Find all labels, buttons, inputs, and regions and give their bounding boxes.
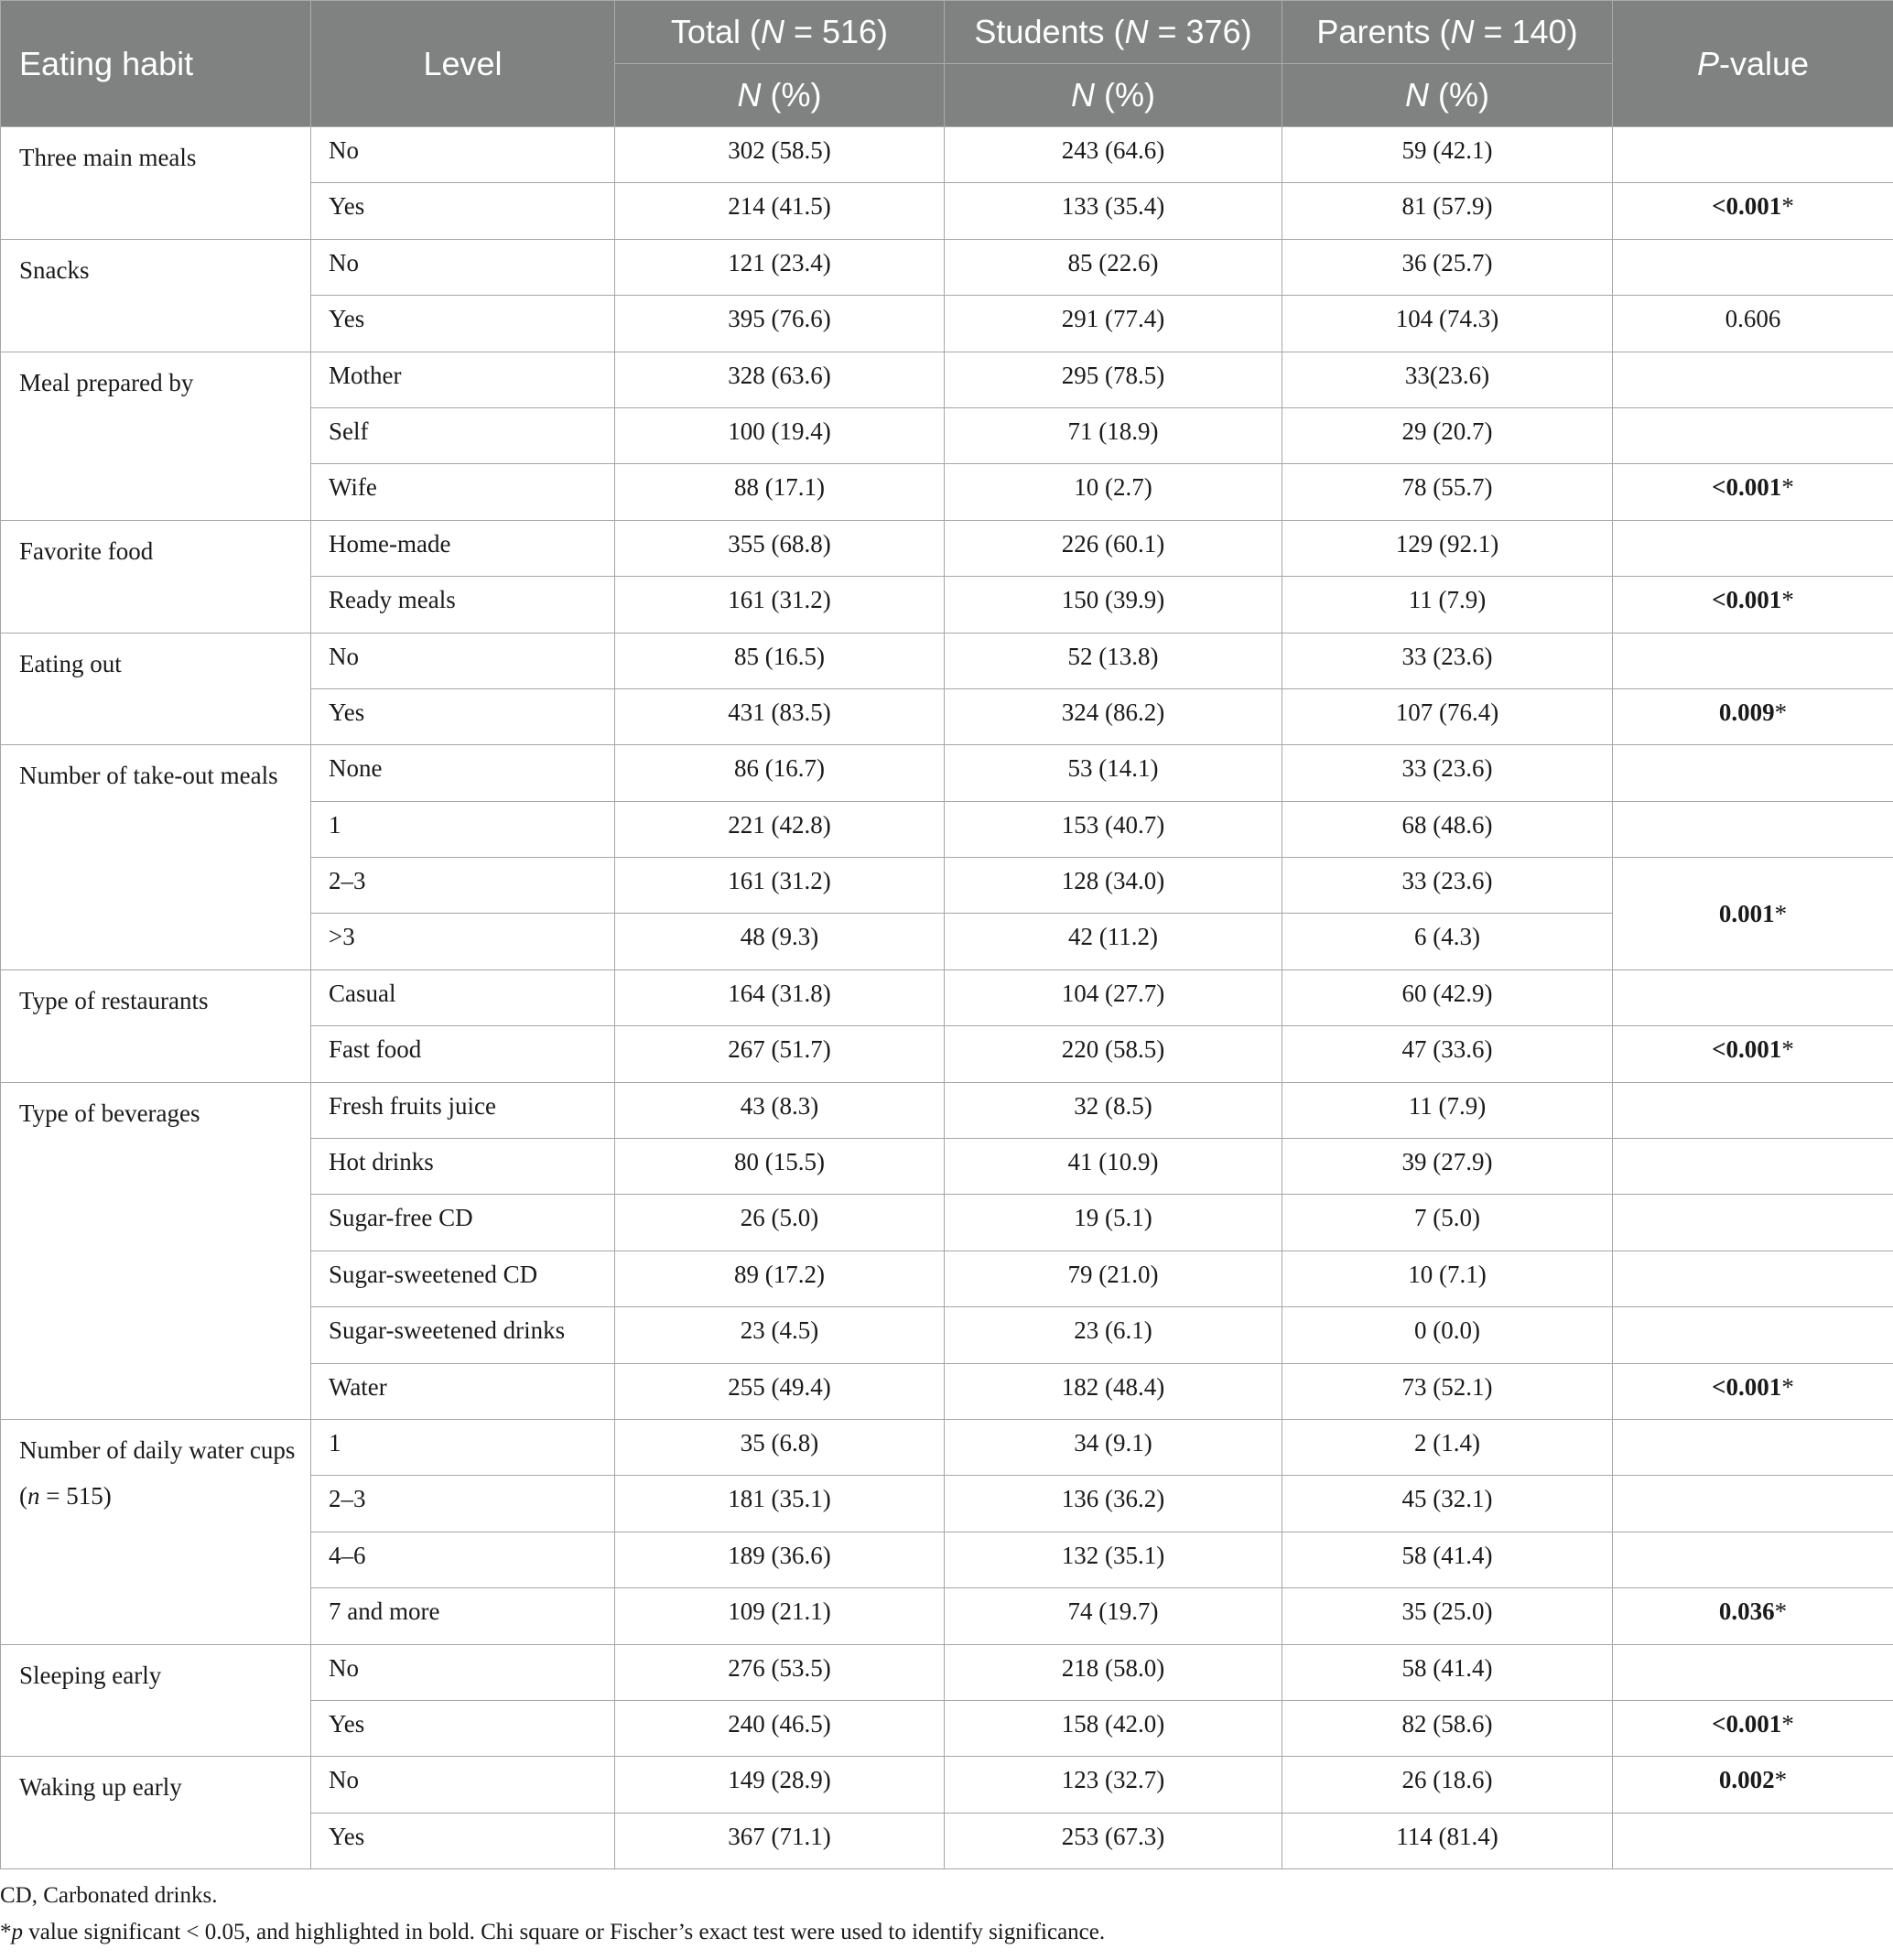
table-row: [1, 1419, 1893, 1475]
total-cell: 267 (51.7): [615, 1026, 945, 1082]
level-cell: 1: [311, 801, 615, 857]
p-value-cell: [1613, 1644, 1893, 1700]
students-cell: 123 (32.7): [945, 1757, 1282, 1813]
students-cell: 243 (64.6): [945, 127, 1282, 183]
total-cell: 367 (71.1): [615, 1813, 945, 1868]
total-cell: 181 (35.1): [615, 1476, 945, 1532]
students-cell: 23 (6.1): [945, 1307, 1282, 1363]
footnote-significance: [0, 1920, 1105, 1945]
eating-habit-label: Waking up early: [19, 1773, 182, 1802]
p-value: <0.001: [1712, 473, 1782, 502]
parents-cell: 81 (57.9): [1282, 183, 1613, 239]
p-value: <0.001: [1712, 1709, 1782, 1738]
students-cell: 10 (2.7): [945, 464, 1282, 520]
total-cell: 161 (31.2): [615, 577, 945, 633]
eating-habit-label: Type of restaurants: [19, 986, 209, 1014]
parents-cell: 45 (32.1): [1282, 1476, 1613, 1532]
p-value-cell: [1613, 1588, 1893, 1644]
students-cell: 220 (58.5): [945, 1026, 1282, 1082]
students-cell: 324 (86.2): [945, 688, 1282, 744]
total-cell: 395 (76.6): [615, 296, 945, 352]
p-value-cell: [1613, 296, 1893, 352]
students-cell: 74 (19.7): [945, 1588, 1282, 1644]
parents-cell: 33(23.6): [1282, 352, 1613, 407]
table-row: [1, 1082, 1893, 1138]
significance-star: *: [1774, 1766, 1788, 1794]
parents-cell: 39 (27.9): [1282, 1139, 1613, 1195]
total-cell: 85 (16.5): [615, 633, 945, 688]
students-cell: 71 (18.9): [945, 407, 1282, 463]
students-cell: 85 (22.6): [945, 239, 1282, 295]
eating-habit-label: Meal prepared by: [19, 368, 194, 396]
level-cell: Sugar-free CD: [311, 1195, 615, 1251]
level-cell: No: [311, 1757, 615, 1813]
p-value-cell: [1613, 127, 1893, 183]
p-value-cell: [1613, 407, 1893, 463]
level-cell: Fast food: [311, 1026, 615, 1082]
parents-cell: 82 (58.6): [1282, 1700, 1613, 1756]
header-eating-habit: Eating habit: [1, 1, 311, 127]
level-cell: 2–3: [311, 1476, 615, 1532]
p-value-cell: [1613, 1082, 1893, 1138]
eating-habit-label: Number of take-out meals: [19, 762, 278, 790]
p-value-cell: [1613, 520, 1893, 576]
level-cell: Wife: [311, 464, 615, 520]
p-value-cell: [1613, 1026, 1893, 1082]
parents-cell: 58 (41.4): [1282, 1532, 1613, 1587]
p-value-cell: [1613, 1195, 1893, 1251]
level-cell: Casual: [311, 969, 615, 1025]
students-cell: 226 (60.1): [945, 520, 1282, 576]
p-value-cell: [1613, 969, 1893, 1025]
p-value: <0.001: [1712, 192, 1782, 221]
level-cell: Yes: [311, 183, 615, 239]
parents-cell: 104 (74.3): [1282, 296, 1613, 352]
total-cell: 255 (49.4): [615, 1363, 945, 1419]
eating-habit-cell: [1, 745, 311, 970]
eating-habit-label: Number of daily water cups (: [19, 1435, 296, 1510]
level-cell: No: [311, 633, 615, 688]
header-level: Level: [311, 1, 615, 127]
parents-cell: 60 (42.9): [1282, 969, 1613, 1025]
header-parents: Parents (N = 140): [1282, 1, 1613, 64]
p-value-cell: [1613, 858, 1893, 970]
footnote-star: *: [0, 1920, 12, 1944]
eating-habit-label: Snacks: [19, 255, 90, 284]
eating-habit-cell: [1, 633, 311, 745]
p-value-cell: [1613, 1700, 1893, 1756]
subheader-parents-n-pct: N (%): [1282, 64, 1613, 127]
total-cell: 86 (16.7): [615, 745, 945, 801]
total-cell: 214 (41.5): [615, 183, 945, 239]
students-cell: 253 (67.3): [945, 1813, 1282, 1868]
eating-habit-cell: [1, 1419, 311, 1644]
total-cell: 240 (46.5): [615, 1700, 945, 1756]
parents-cell: 7 (5.0): [1282, 1195, 1613, 1251]
parents-cell: 33 (23.6): [1282, 633, 1613, 688]
total-cell: 276 (53.5): [615, 1644, 945, 1700]
parents-cell: 11 (7.9): [1282, 577, 1613, 633]
p-value-cell: [1613, 1139, 1893, 1195]
parents-cell: 33 (23.6): [1282, 745, 1613, 801]
significance-star: *: [1781, 473, 1794, 502]
level-cell: 2–3: [311, 858, 615, 914]
students-cell: 132 (35.1): [945, 1532, 1282, 1587]
parents-cell: 68 (48.6): [1282, 801, 1613, 857]
students-cell: 32 (8.5): [945, 1082, 1282, 1138]
p-value-cell: [1613, 1419, 1893, 1475]
students-cell: 150 (39.9): [945, 577, 1282, 633]
p-value: <0.001: [1712, 1035, 1782, 1064]
parents-cell: 58 (41.4): [1282, 1644, 1613, 1700]
p-value: 0.001: [1718, 899, 1775, 927]
level-cell: 1: [311, 1419, 615, 1475]
total-cell: 100 (19.4): [615, 407, 945, 463]
p-value-cell: [1613, 239, 1893, 295]
eating-habit-cell: [1, 1757, 311, 1869]
p-value: 0.002: [1718, 1766, 1775, 1794]
total-cell: 149 (28.9): [615, 1757, 945, 1813]
p-value: 0.606: [1725, 305, 1781, 333]
total-cell: 431 (83.5): [615, 688, 945, 744]
p-value-cell: [1613, 1307, 1893, 1363]
level-cell: No: [311, 127, 615, 183]
students-cell: 136 (36.2): [945, 1476, 1282, 1532]
total-cell: 121 (23.4): [615, 239, 945, 295]
parents-cell: 36 (25.7): [1282, 239, 1613, 295]
eating-habit-label: Eating out: [19, 649, 122, 677]
table-row: [1, 969, 1893, 1025]
students-cell: 42 (11.2): [945, 914, 1282, 969]
p-value-cell: [1613, 745, 1893, 801]
level-cell: Yes: [311, 1813, 615, 1868]
eating-habit-label: Type of beverages: [19, 1099, 200, 1127]
level-cell: >3: [311, 914, 615, 969]
significance-star: *: [1774, 899, 1788, 927]
students-cell: 133 (35.4): [945, 183, 1282, 239]
students-cell: 53 (14.1): [945, 745, 1282, 801]
parents-cell: 59 (42.1): [1282, 127, 1613, 183]
total-cell: 80 (15.5): [615, 1139, 945, 1195]
significance-star: *: [1774, 1597, 1788, 1626]
parents-cell: 6 (4.3): [1282, 914, 1613, 969]
significance-star: *: [1781, 586, 1794, 614]
students-cell: 153 (40.7): [945, 801, 1282, 857]
table-row: [1, 127, 1893, 183]
parents-cell: 2 (1.4): [1282, 1419, 1613, 1475]
parents-cell: 10 (7.1): [1282, 1251, 1613, 1306]
students-cell: 79 (21.0): [945, 1251, 1282, 1306]
parents-cell: 26 (18.6): [1282, 1757, 1613, 1813]
table-row: [1, 239, 1893, 295]
eating-habit-cell: [1, 239, 311, 352]
level-cell: Hot drinks: [311, 1139, 615, 1195]
p-value-cell: [1613, 801, 1893, 857]
total-cell: 328 (63.6): [615, 352, 945, 407]
eating-habit-n-var: n: [27, 1481, 40, 1510]
table-row: [1, 1757, 1893, 1813]
students-cell: 182 (48.4): [945, 1363, 1282, 1419]
level-cell: Ready meals: [311, 577, 615, 633]
header-total: Total (N = 516): [615, 1, 945, 64]
eating-habit-cell: [1, 520, 311, 633]
p-value-cell: [1613, 1476, 1893, 1532]
students-cell: 52 (13.8): [945, 633, 1282, 688]
level-cell: Self: [311, 407, 615, 463]
p-value-cell: [1613, 1363, 1893, 1419]
level-cell: Water: [311, 1363, 615, 1419]
p-value-cell: [1613, 577, 1893, 633]
parents-cell: 0 (0.0): [1282, 1307, 1613, 1363]
total-cell: 302 (58.5): [615, 127, 945, 183]
level-cell: Sugar-sweetened drinks: [311, 1307, 615, 1363]
total-cell: 23 (4.5): [615, 1307, 945, 1363]
total-cell: 26 (5.0): [615, 1195, 945, 1251]
eating-habit-cell: [1, 1082, 311, 1419]
total-cell: 355 (68.8): [615, 520, 945, 576]
header-p-value: P-value: [1613, 1, 1893, 127]
students-cell: 19 (5.1): [945, 1195, 1282, 1251]
level-cell: Home-made: [311, 520, 615, 576]
parents-cell: 114 (81.4): [1282, 1813, 1613, 1868]
eating-habit-label: Three main meals: [19, 144, 197, 171]
p-value: <0.001: [1712, 1372, 1782, 1401]
level-cell: No: [311, 1644, 615, 1700]
p-value: <0.001: [1712, 586, 1782, 614]
parents-cell: 33 (23.6): [1282, 858, 1613, 914]
students-cell: 291 (77.4): [945, 296, 1282, 352]
level-cell: No: [311, 239, 615, 295]
table-row: [1, 1644, 1893, 1700]
header-row: [1, 1, 1893, 64]
students-cell: 295 (78.5): [945, 352, 1282, 407]
parents-cell: 29 (20.7): [1282, 407, 1613, 463]
p-value-cell: [1613, 1757, 1893, 1813]
p-value-cell: [1613, 1251, 1893, 1306]
header-students: Students (N = 376): [945, 1, 1282, 64]
total-cell: 43 (8.3): [615, 1082, 945, 1138]
parents-cell: 129 (92.1): [1282, 520, 1613, 576]
students-cell: 104 (27.7): [945, 969, 1282, 1025]
parents-cell: 11 (7.9): [1282, 1082, 1613, 1138]
p-value-cell: [1613, 183, 1893, 239]
p-value-cell: [1613, 688, 1893, 744]
eating-habit-cell: [1, 1644, 311, 1757]
level-cell: Yes: [311, 688, 615, 744]
significance-star: *: [1781, 192, 1794, 221]
p-value-cell: [1613, 464, 1893, 520]
eating-habit-n-rest: = 515): [39, 1481, 112, 1510]
eating-habit-label: Favorite food: [19, 536, 154, 565]
total-cell: 89 (17.2): [615, 1251, 945, 1306]
level-cell: Sugar-sweetened CD: [311, 1251, 615, 1306]
total-cell: 88 (17.1): [615, 464, 945, 520]
table-row: [1, 520, 1893, 576]
parents-cell: 107 (76.4): [1282, 688, 1613, 744]
footnote-text: value significant < 0.05, and highlighted in bold. Chi square or Fischer’s exact test were used to identify significance.: [23, 1920, 1106, 1944]
students-cell: 128 (34.0): [945, 858, 1282, 914]
parents-cell: 47 (33.6): [1282, 1026, 1613, 1082]
students-cell: 218 (58.0): [945, 1644, 1282, 1700]
total-cell: 35 (6.8): [615, 1419, 945, 1475]
level-cell: 4–6: [311, 1532, 615, 1587]
eating-habit-cell: [1, 127, 311, 240]
total-cell: 164 (31.8): [615, 969, 945, 1025]
table-body: [1, 127, 1893, 1869]
students-cell: 34 (9.1): [945, 1419, 1282, 1475]
p-value: 0.009: [1718, 698, 1775, 726]
table-row: [1, 745, 1893, 801]
total-cell: 48 (9.3): [615, 914, 945, 969]
total-cell: 109 (21.1): [615, 1588, 945, 1644]
total-cell: 189 (36.6): [615, 1532, 945, 1587]
p-value-cell: [1613, 1813, 1893, 1868]
significance-star: *: [1781, 1035, 1794, 1064]
subheader-total-n-pct: N (%): [615, 64, 945, 127]
parents-cell: 78 (55.7): [1282, 464, 1613, 520]
footnote-abbreviation: CD, Carbonated drinks.: [0, 1883, 218, 1908]
eating-habit-label: Sleeping early: [19, 1661, 162, 1689]
table-row: [1, 633, 1893, 688]
p-value-cell: [1613, 633, 1893, 688]
eating-habit-cell: [1, 352, 311, 520]
p-value-cell: [1613, 352, 1893, 407]
level-cell: Fresh fruits juice: [311, 1082, 615, 1138]
level-cell: 7 and more: [311, 1588, 615, 1644]
footnote-p: p: [11, 1920, 23, 1944]
table-row: [1, 352, 1893, 407]
total-cell: 221 (42.8): [615, 801, 945, 857]
level-cell: Yes: [311, 1700, 615, 1756]
eating-habit-cell: [1, 969, 311, 1082]
students-cell: 158 (42.0): [945, 1700, 1282, 1756]
p-value-cell: [1613, 1532, 1893, 1587]
level-cell: Mother: [311, 352, 615, 407]
significance-star: *: [1774, 698, 1788, 726]
subheader-students-n-pct: N (%): [945, 64, 1282, 127]
parents-cell: 35 (25.0): [1282, 1588, 1613, 1644]
significance-star: *: [1781, 1372, 1794, 1401]
level-cell: Yes: [311, 296, 615, 352]
level-cell: None: [311, 745, 615, 801]
p-value: 0.036: [1718, 1597, 1775, 1626]
students-cell: 41 (10.9): [945, 1139, 1282, 1195]
parents-cell: 73 (52.1): [1282, 1363, 1613, 1419]
significance-star: *: [1781, 1709, 1794, 1738]
total-cell: 161 (31.2): [615, 858, 945, 914]
